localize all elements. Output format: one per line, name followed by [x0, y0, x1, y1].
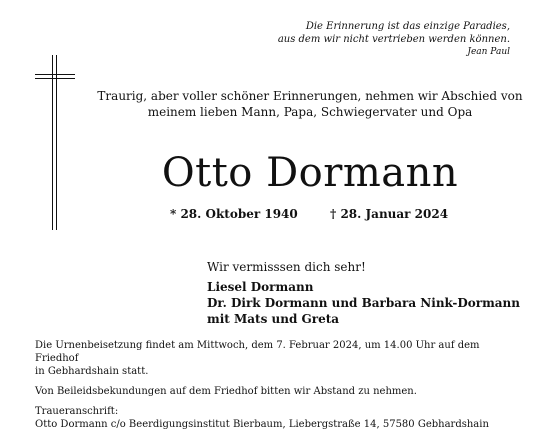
funeral-info [35, 339, 525, 378]
birth-date: * 28. Oktober 1940 [170, 207, 298, 221]
quote-author: Jean Paul [467, 47, 510, 57]
address-label: Traueranschrift: [35, 406, 119, 417]
quote-block [210, 20, 510, 59]
condolence-note: Von Beileidsbekundungen auf dem Friedhof bitten wir Abstand zu nehmen. [35, 386, 417, 397]
intro-text [80, 88, 540, 120]
cross-icon [35, 55, 75, 230]
intro-line-1: Traurig, aber voller schöner Erinnerungen, nehmen wir Abschied von [97, 89, 523, 103]
address-text: Otto Dormann c/o Beerdigungsinstitut Bierbaum, Liebergstraße 14, 57580 Gebhardshain [35, 419, 489, 430]
quote-line-2: aus dem wir nicht vertrieben werden können. [277, 34, 510, 45]
quote-line-1: Die Erinnerung ist das einzige Paradies, [305, 21, 510, 32]
info-block [35, 339, 525, 438]
mourner-line: Liesel Dormann [207, 280, 314, 294]
funeral-info-line-1: Die Urnenbeisetzung findet am Mittwoch, dem 7. Februar 2024, um 14.00 Uhr auf dem Friedhof [35, 340, 480, 364]
mourner-line: mit Mats und Greta [207, 312, 340, 326]
funeral-info-line-2: in Gebhardshain statt. [35, 366, 149, 377]
deceased-name: Otto Dormann [161, 150, 459, 196]
mourner-line: Dr. Dirk Dormann und Barbara Nink-Dormann [207, 296, 521, 310]
intro-line-2: meinem lieben Mann, Papa, Schwiegervater und Opa [147, 105, 473, 119]
mourners-message: Wir vermisssen dich sehr! [207, 260, 366, 274]
mourning-address [35, 405, 525, 431]
mourners-block [207, 259, 527, 327]
death-date: † 28. Januar 2024 [330, 207, 449, 221]
